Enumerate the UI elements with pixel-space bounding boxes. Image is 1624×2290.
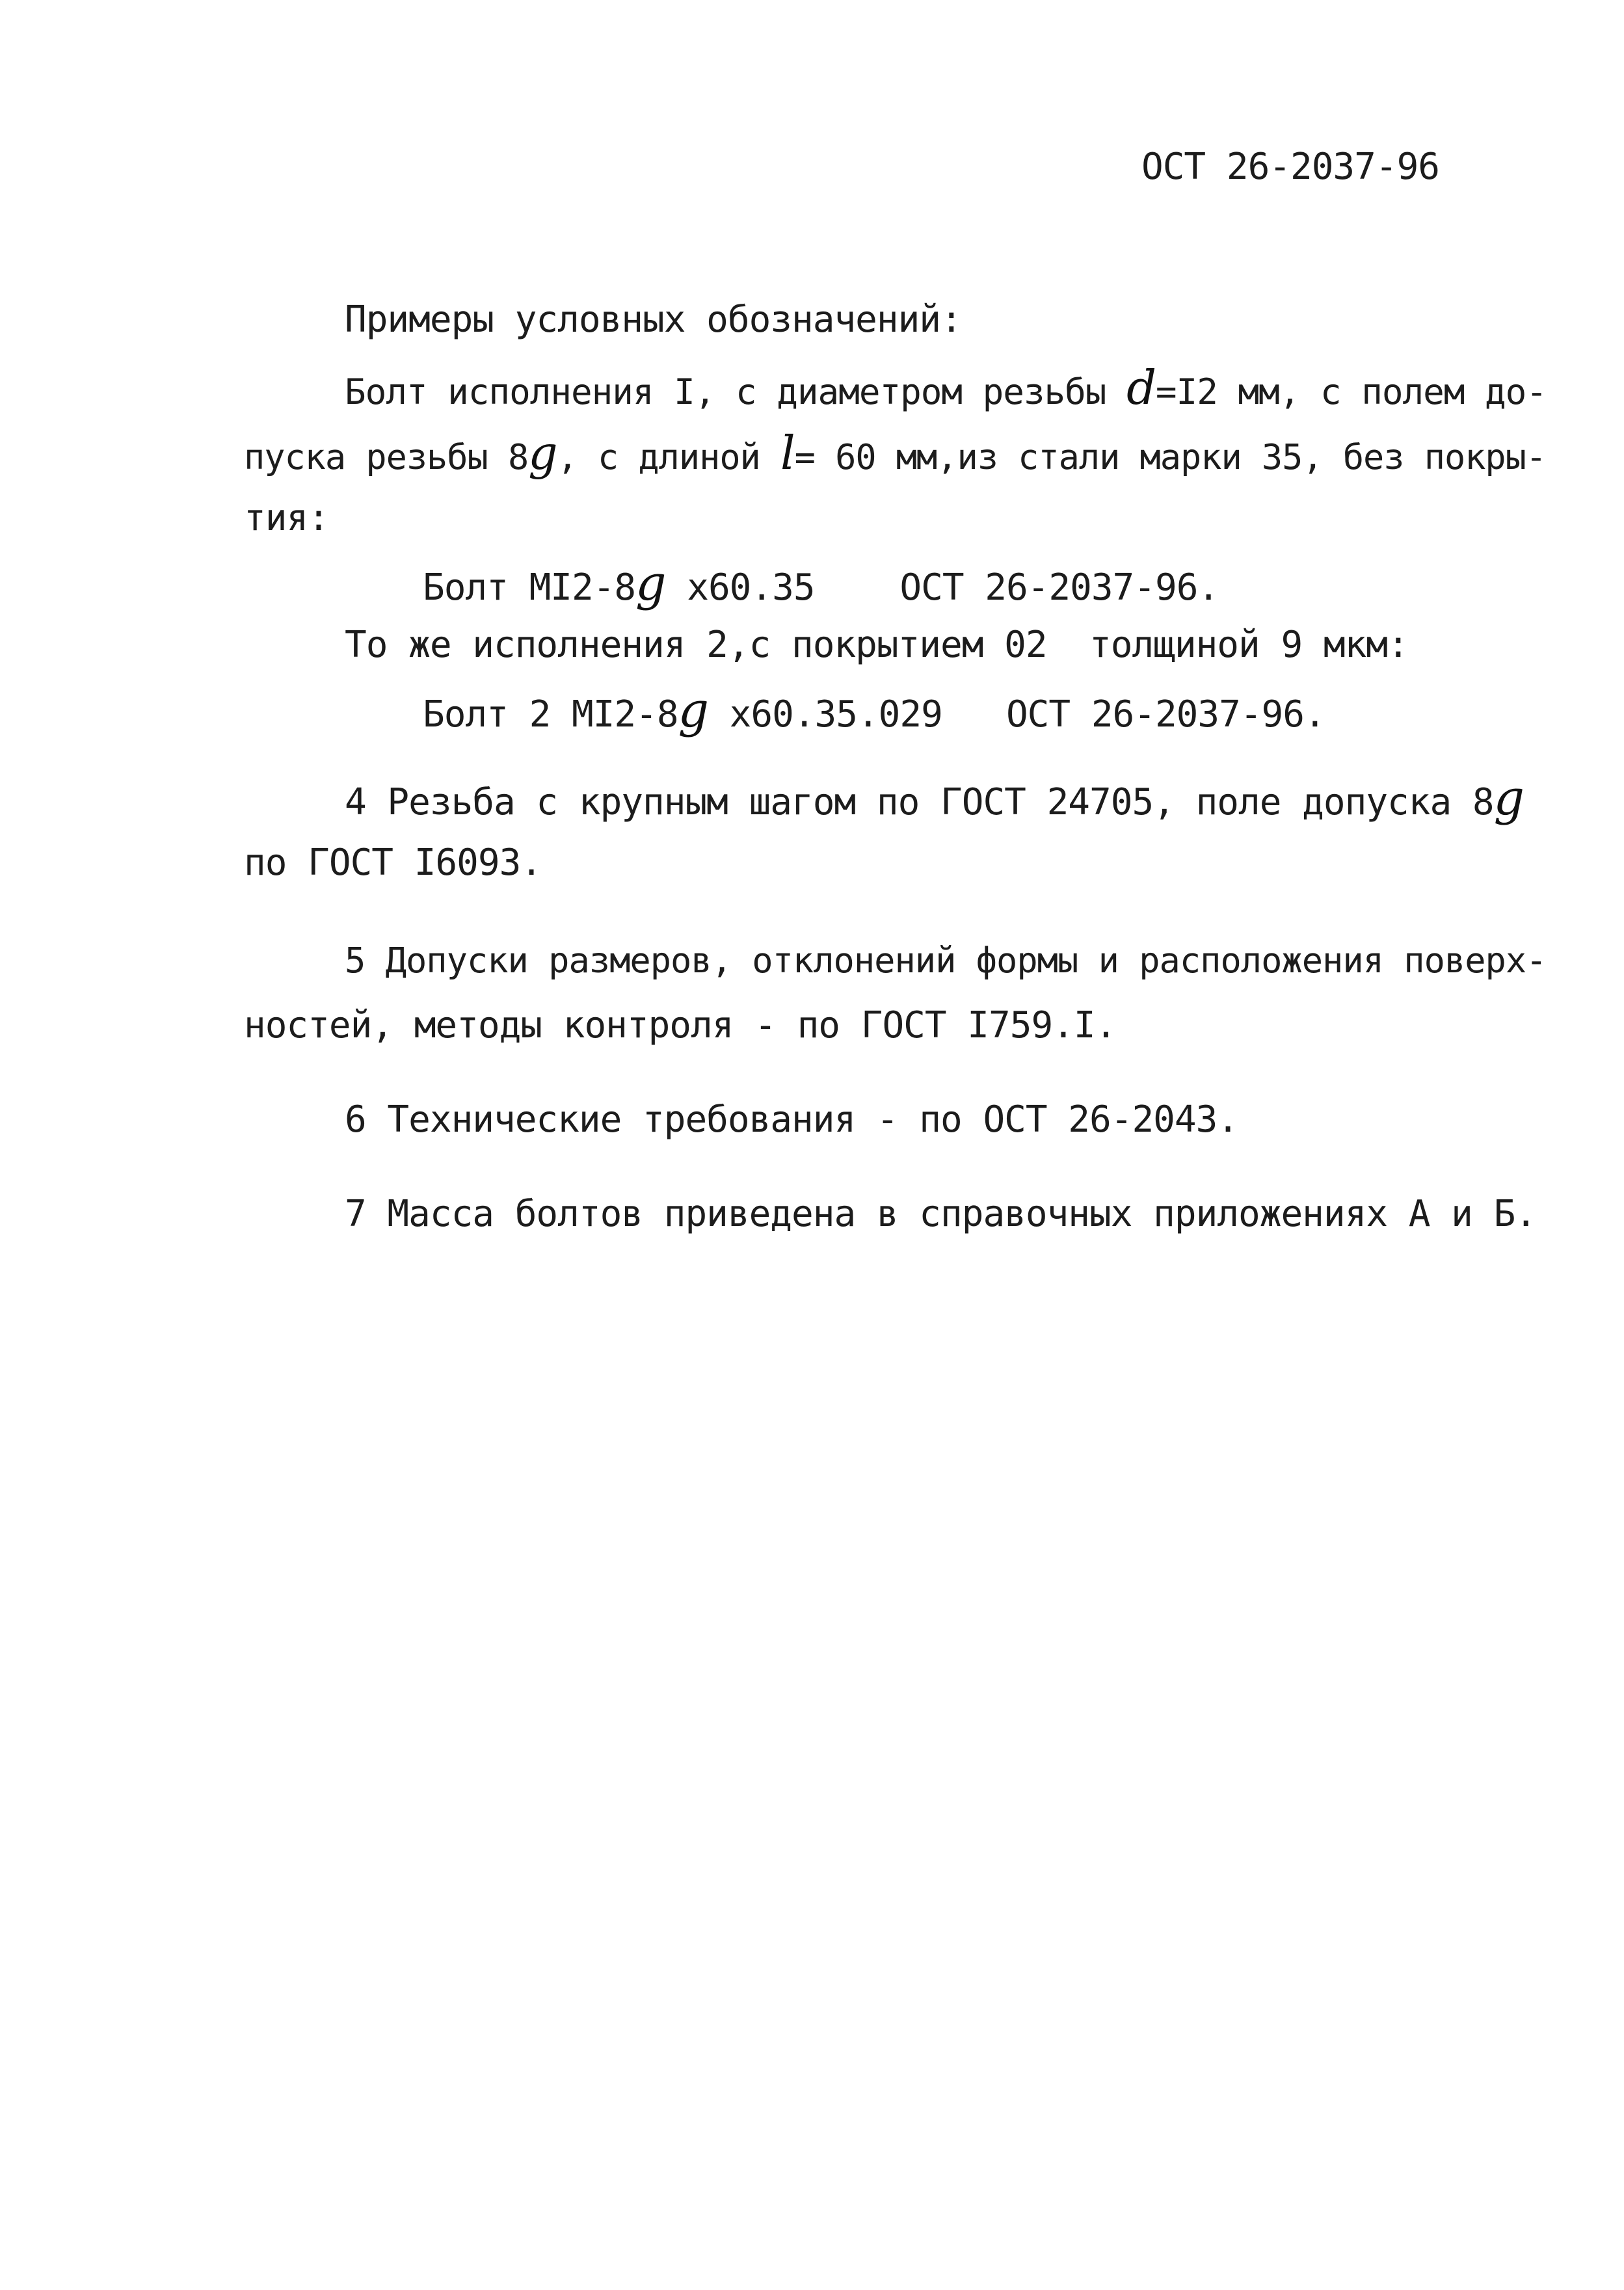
text-run: Болт МI2-8 (423, 566, 636, 609)
item-7: 7 Масса болтов приведена в справочных приложениях А и Б. (345, 1193, 1537, 1235)
example-paragraph-line-1 (345, 361, 1547, 415)
text-run: =I2 мм, с полем до- (1155, 371, 1547, 412)
text-run: x60.35.029 ОСТ 26-2037-96. (708, 693, 1325, 736)
handwritten-d: d (1126, 361, 1156, 415)
same-execution-line: То же исполнения 2,с покрытием 02 толщиной 9 мкм: (345, 624, 1409, 666)
text-run: Болт 2 МI2-8 (423, 693, 678, 736)
handwritten-g: g (678, 682, 708, 738)
item-4-line-1 (345, 770, 1524, 826)
designation-example-1 (423, 555, 1219, 611)
handwritten-l: l (780, 426, 795, 480)
example-paragraph-line-2 (244, 426, 1547, 480)
doc-number: ОСТ 26-2037-96 (1141, 146, 1440, 188)
designation-example-2 (423, 682, 1325, 738)
example-paragraph-line-3: тия: (244, 497, 329, 539)
text-run: , с длиной (557, 436, 781, 477)
item-5-line-1: 5 Допуски размеров, отклонений формы и расположения поверх- (345, 940, 1547, 981)
item-6: 6 Технические требования - по ОСТ 26-2043. (345, 1098, 1239, 1141)
handwritten-g: g (635, 555, 666, 611)
examples-heading: Примеры условных обозначений: (345, 299, 962, 341)
handwritten-g: g (528, 426, 557, 480)
text-run: пуска резьбы 8 (244, 436, 529, 477)
text-run: Болт исполнения I, с диаметром резьбы (345, 371, 1127, 412)
handwritten-g: g (1493, 770, 1524, 826)
text-run: x60.35 ОСТ 26-2037-96. (665, 566, 1219, 609)
text-run: 4 Резьба с крупным шагом по ГОСТ 24705, поле допуска 8 (345, 781, 1494, 823)
item-5-line-2: ностей, методы контроля - по ГОСТ I759.I. (244, 1004, 1117, 1046)
item-4-line-2: по ГОСТ I6093. (244, 842, 542, 884)
text-run: = 60 мм,из стали марки 35, без покры- (794, 436, 1547, 477)
